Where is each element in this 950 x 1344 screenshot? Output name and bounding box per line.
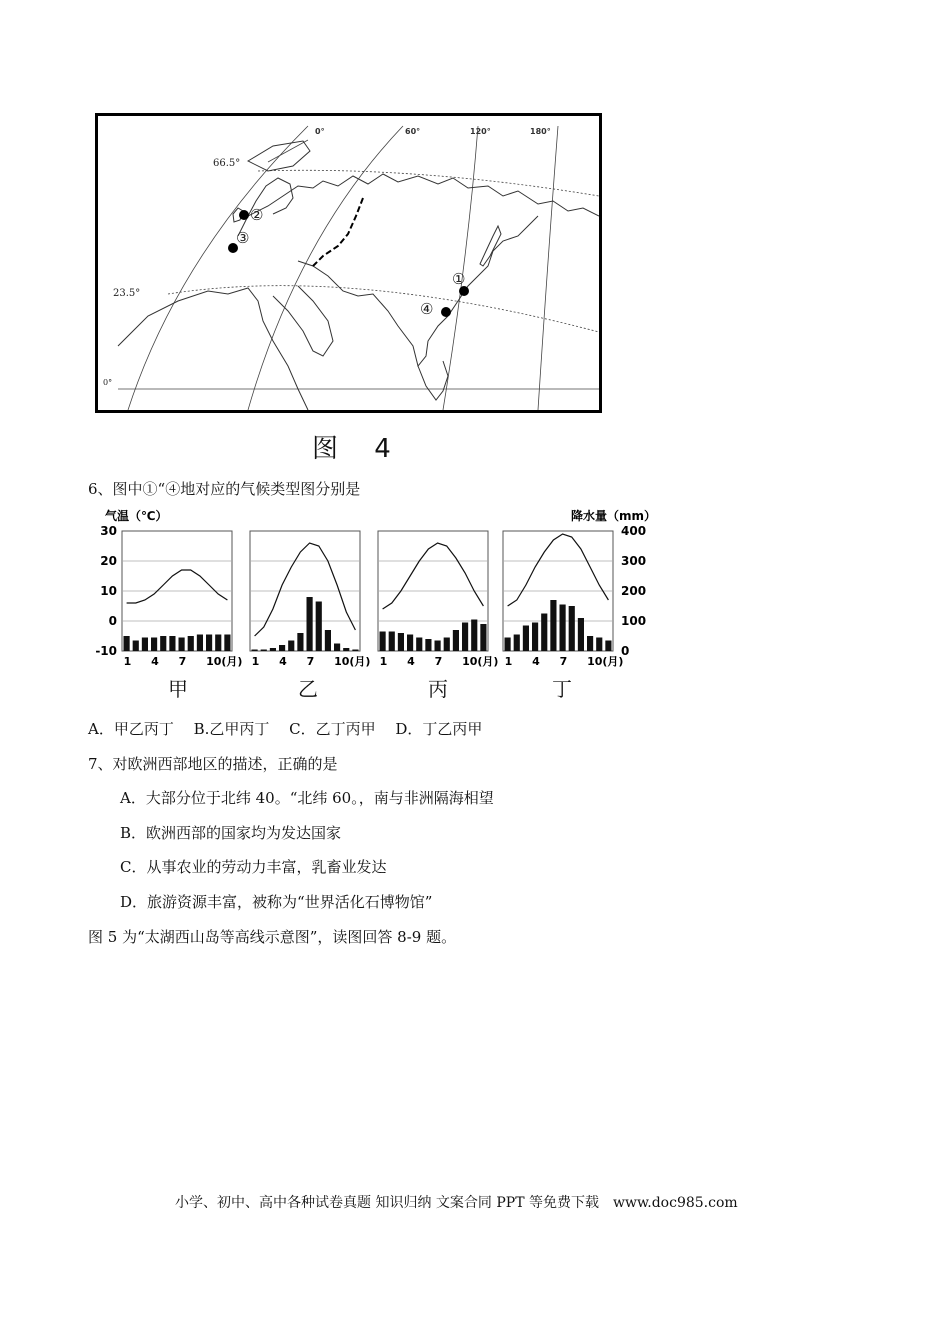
arctic-circle-line xyxy=(258,170,599,196)
temp-tick-label: 10 xyxy=(100,584,117,598)
precip-tick-label: 300 xyxy=(621,554,647,568)
chart-panels xyxy=(122,531,623,668)
month-tick-label: 4 xyxy=(532,655,540,668)
precip-bar xyxy=(462,623,468,652)
precip-bar xyxy=(215,635,221,652)
precip-bar xyxy=(297,633,303,651)
precip-tick-label: 0 xyxy=(621,644,630,658)
month-tick-label: 7 xyxy=(306,655,315,668)
climate-panel xyxy=(250,531,370,668)
question-6: 6、图中①“④地对应的气候类型图分别是 xyxy=(88,480,361,498)
precip-bar xyxy=(416,638,422,652)
temp-axis-title: 气温（℃） xyxy=(105,509,168,523)
month-tick-label: 10(月) xyxy=(206,655,243,668)
precip-bar xyxy=(334,644,340,652)
precip-bar xyxy=(224,635,230,652)
temperature-line xyxy=(508,534,609,606)
precip-bar xyxy=(550,600,556,651)
month-tick-label: 7 xyxy=(559,655,568,668)
temp-tick-label: 30 xyxy=(100,524,117,538)
longitude-label: 60° xyxy=(405,127,421,136)
precip-bar xyxy=(133,641,139,652)
month-tick-label: 1 xyxy=(123,655,132,668)
climate-panel xyxy=(122,531,242,668)
precip-bar xyxy=(343,648,349,651)
precip-bar xyxy=(596,638,602,652)
panel-label-bing: 丙 xyxy=(428,677,448,701)
location-dot-4 xyxy=(441,307,451,317)
month-tick-label: 7 xyxy=(434,655,443,668)
temp-tick-label: 0 xyxy=(108,614,117,628)
arabia-coast xyxy=(273,286,333,356)
month-tick-label: 10(月) xyxy=(587,655,624,668)
marker-label-4: ④ xyxy=(420,300,434,318)
precip-bar xyxy=(160,636,166,651)
precip-bar xyxy=(206,635,212,652)
precip-axis-title: 降水量（mm） xyxy=(571,509,657,523)
month-tick-label: 4 xyxy=(407,655,415,668)
month-tick-label: 10(月) xyxy=(334,655,371,668)
precip-bar xyxy=(307,597,313,651)
meridian-line xyxy=(443,126,478,410)
precip-bar xyxy=(279,645,285,651)
precip-bar xyxy=(587,636,593,651)
precip-bar xyxy=(578,618,584,651)
precip-bar xyxy=(124,636,130,651)
month-tick-label: 7 xyxy=(178,655,187,668)
month-tick-label: 1 xyxy=(504,655,513,668)
month-tick-label: 1 xyxy=(379,655,388,668)
climate-panel xyxy=(378,531,498,668)
precip-bar xyxy=(389,632,395,652)
panel-label-yi: 乙 xyxy=(298,677,318,701)
precip-bar xyxy=(142,638,148,652)
precip-tick-label: 100 xyxy=(621,614,647,628)
precip-tick-label: 200 xyxy=(621,584,647,598)
month-tick-label: 10(月) xyxy=(462,655,499,668)
meridian-line xyxy=(538,126,558,410)
africa-coast xyxy=(118,288,308,410)
precip-bar xyxy=(398,633,404,651)
question-7-option-a: A．大部分位于北纬 40。“北纬 60。，南与非洲隔海相望 xyxy=(120,789,494,807)
precip-bar xyxy=(407,635,413,652)
precip-bar xyxy=(380,632,386,652)
precip-bar xyxy=(188,636,194,651)
longitude-label: 180° xyxy=(530,127,551,136)
precip-bar xyxy=(197,635,203,652)
precip-bar xyxy=(425,639,431,651)
map-caption: 图 4 xyxy=(312,434,405,464)
question-7-option-b: B．欧洲西部的国家均为发达国家 xyxy=(120,824,342,842)
precip-bar xyxy=(435,641,441,652)
precip-bar xyxy=(480,624,486,651)
precip-bar xyxy=(569,606,575,651)
precip-bar xyxy=(471,620,477,652)
marker-label-2: ② xyxy=(250,206,264,224)
latitude-label: 0° xyxy=(103,378,113,387)
precip-bar xyxy=(532,623,538,652)
question-6-options: A．甲乙丙丁 B.乙甲丙丁 C．乙丁丙甲 D．丁乙丙甲 xyxy=(88,720,483,738)
precip-bar xyxy=(352,650,358,652)
month-tick-label: 1 xyxy=(251,655,260,668)
precip-bar xyxy=(169,636,175,651)
marker-label-3: ③ xyxy=(236,229,250,247)
precip-bar xyxy=(605,641,611,652)
figure-5-intro: 图 5 为“太湖西山岛等高线示意图”，读图回答 8-9 题。 xyxy=(88,928,457,946)
latitude-label: 23.5° xyxy=(113,288,141,299)
month-tick-label: 4 xyxy=(279,655,287,668)
panel-label-ding: 丁 xyxy=(552,677,572,701)
precip-bar xyxy=(514,635,520,652)
temp-tick-label: 20 xyxy=(100,554,117,568)
precip-bar xyxy=(252,650,258,652)
climate-panel xyxy=(503,531,623,668)
precip-bar xyxy=(541,614,547,652)
precip-bar xyxy=(523,626,529,652)
precip-bar xyxy=(179,638,185,652)
precip-bar xyxy=(325,630,331,651)
location-dot-2 xyxy=(239,210,249,220)
month-tick-label: 4 xyxy=(151,655,159,668)
panel-label-jia: 甲 xyxy=(168,677,188,701)
europe-asia-coast xyxy=(238,174,599,236)
precip-tick-label: 400 xyxy=(621,524,647,538)
temperature-line xyxy=(383,543,484,609)
question-7: 7、对欧洲西部地区的描述，正确的是 xyxy=(88,755,338,773)
precip-bar xyxy=(261,650,267,652)
temp-tick-label: -10 xyxy=(95,644,117,658)
indochina-coast xyxy=(418,361,448,400)
climate-charts xyxy=(95,506,665,696)
question-7-option-c: C．从事农业的劳动力丰富，乳畜业发达 xyxy=(120,858,387,876)
temperature-line xyxy=(127,570,228,603)
question-7-option-d: D．旅游资源丰富，被称为“世界活化石博物馆” xyxy=(120,893,433,911)
longitude-label: 120° xyxy=(470,127,491,136)
temp-tick-labels xyxy=(95,524,117,658)
marker-label-1: ① xyxy=(452,270,466,288)
precip-bar xyxy=(288,641,294,652)
eurasia-map xyxy=(98,116,599,410)
precip-bar xyxy=(453,630,459,651)
asia-south-coast xyxy=(298,216,538,366)
footer-text: 小学、初中、高中各种试卷真题 知识归纳 文案合同 PPT 等免费下载 www.doc985.com xyxy=(175,1195,738,1211)
precip-tick-labels xyxy=(621,524,646,658)
precip-bar xyxy=(270,648,276,651)
precip-bar xyxy=(444,638,450,652)
meridian-line xyxy=(248,126,403,410)
world-map-figure xyxy=(95,113,602,413)
precip-bar xyxy=(316,602,322,652)
latitude-label: 66.5° xyxy=(213,158,241,169)
temperature-line xyxy=(255,543,356,636)
precip-bar xyxy=(151,638,157,652)
precip-bar xyxy=(505,638,511,652)
precip-bar xyxy=(560,605,566,652)
longitude-label: 0° xyxy=(315,127,325,136)
